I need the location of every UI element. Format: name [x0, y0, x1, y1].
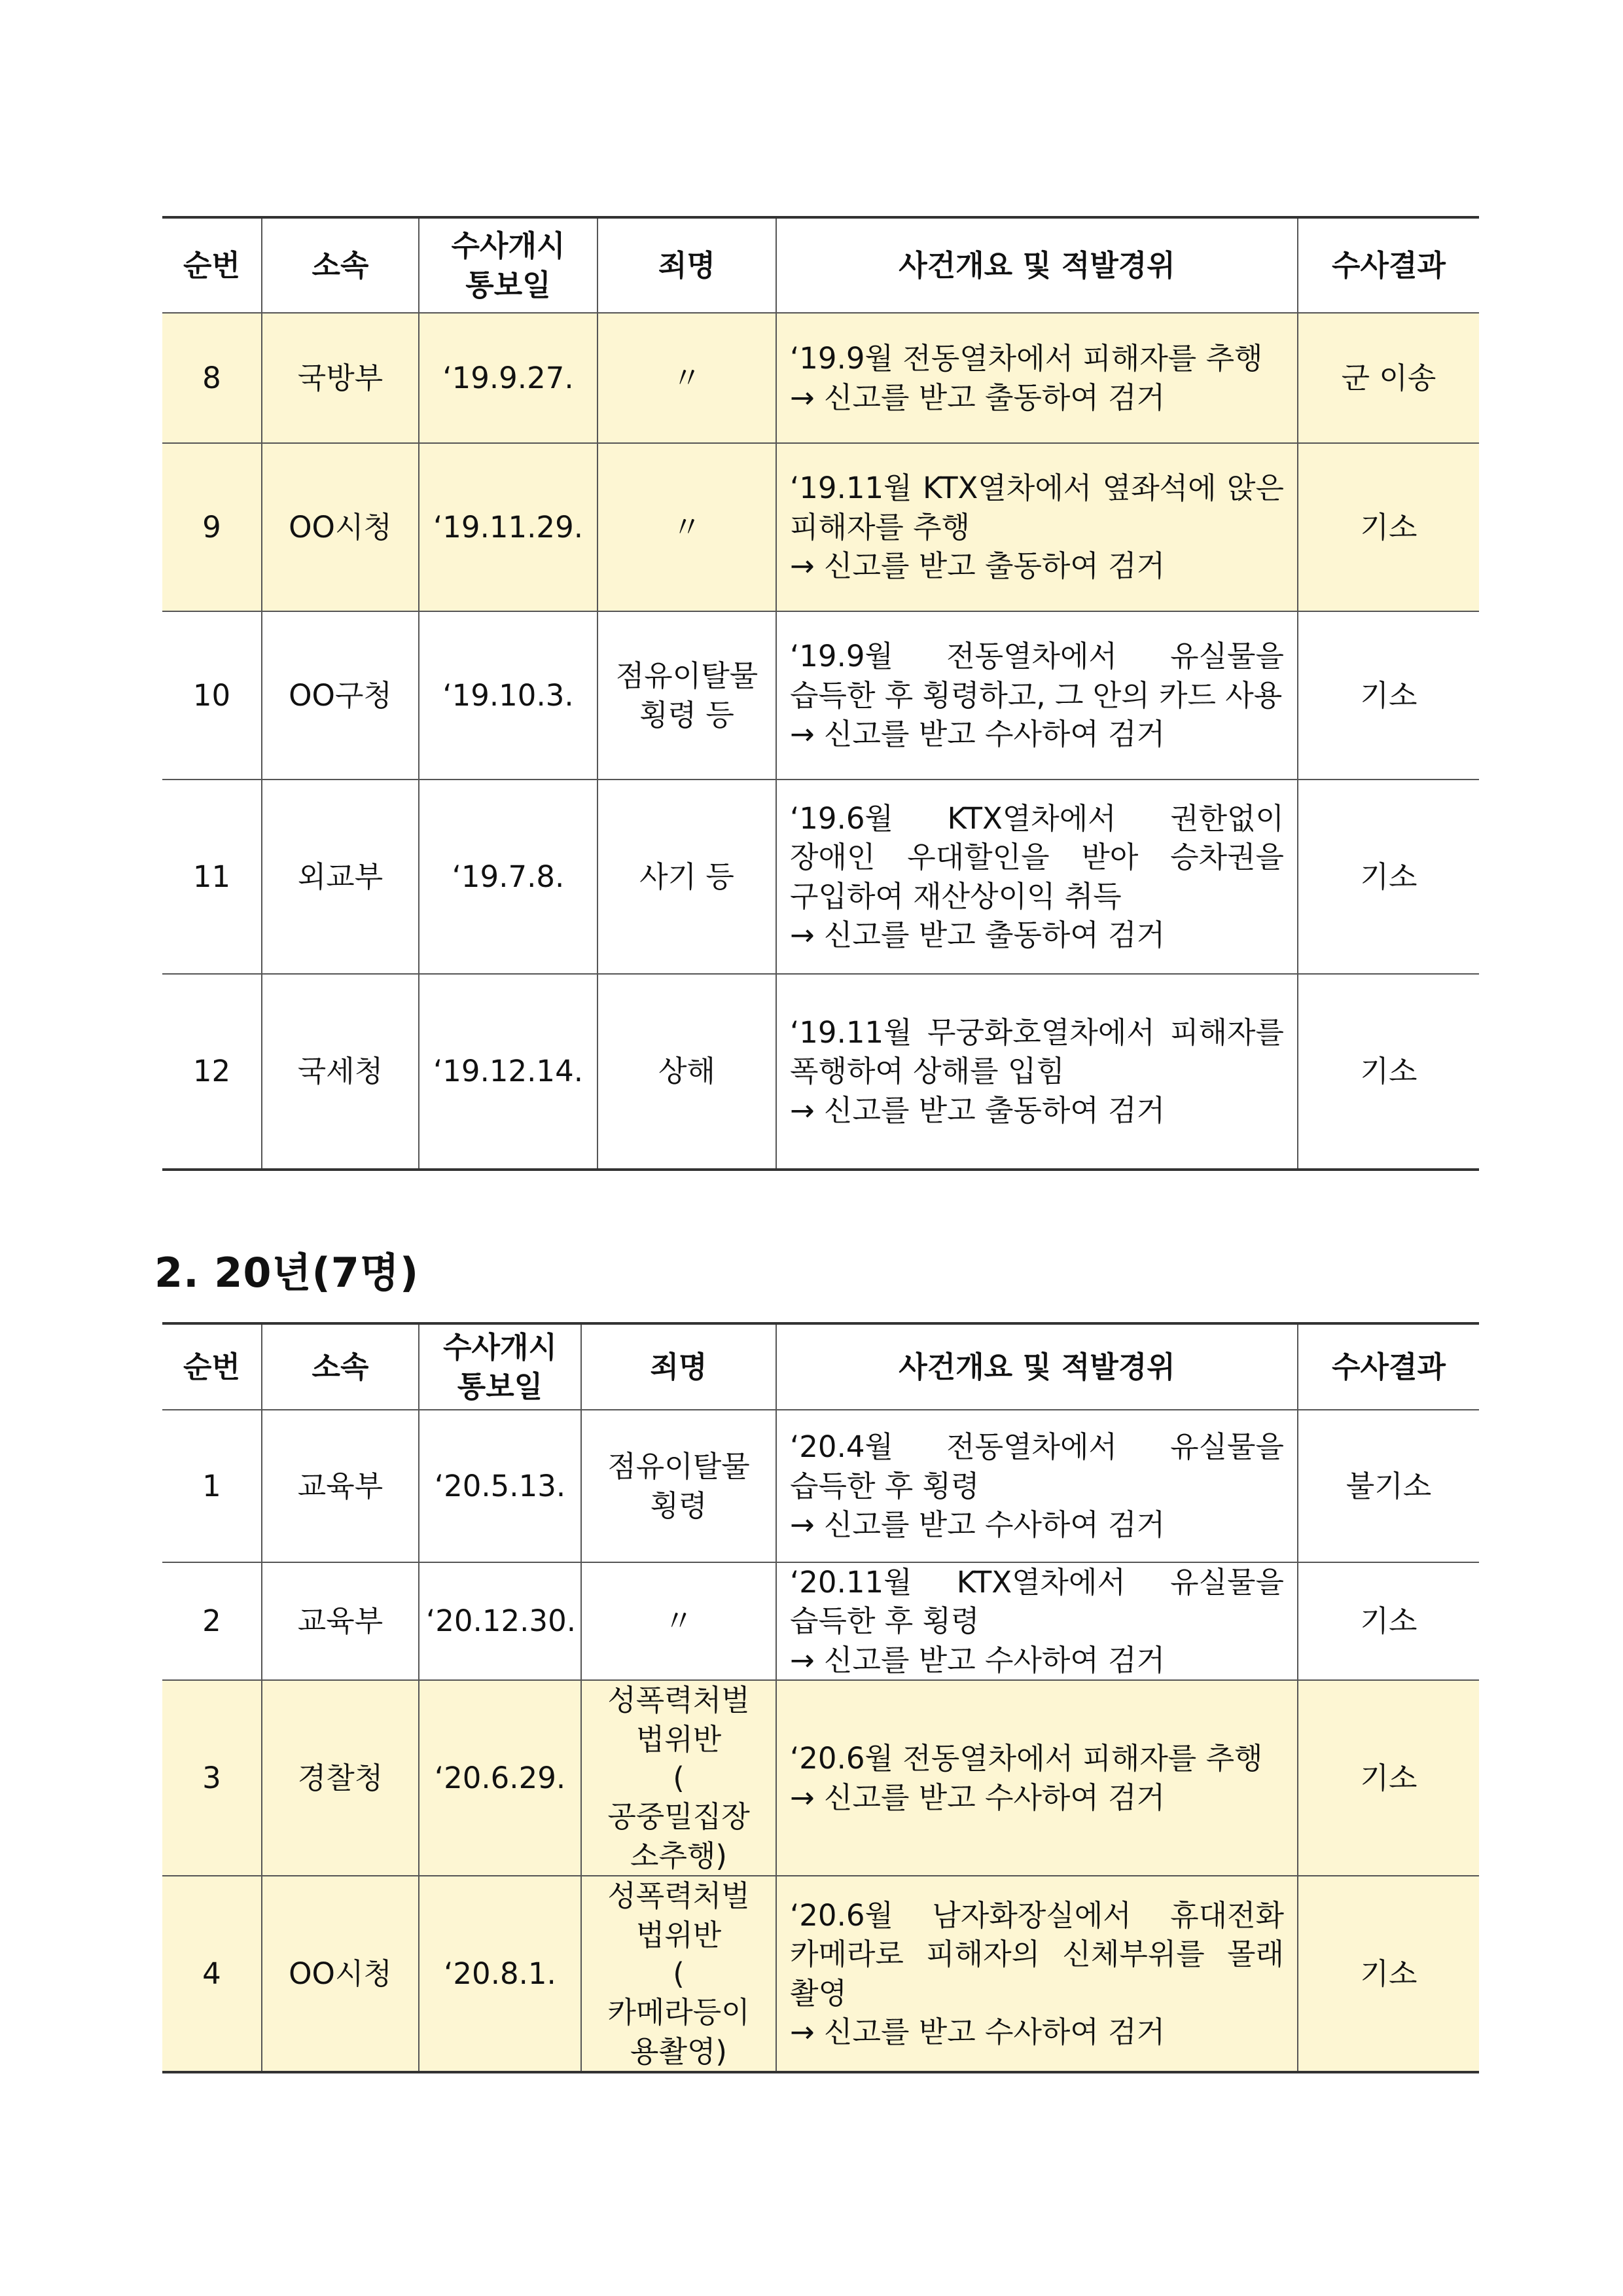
cell-crime-line: 〃: [671, 509, 702, 545]
cell-date: ‘20.6.29.: [419, 1680, 581, 1876]
cell-crime-line: 공중밀집장: [607, 1799, 750, 1835]
cell-crime: [581, 1680, 776, 1876]
cell-date: ‘20.12.30.: [419, 1562, 581, 1680]
col-header-no: 순번: [162, 1323, 262, 1410]
table-row: [162, 974, 1479, 1170]
cell-result: 기소: [1298, 1562, 1479, 1680]
cell-crime-line: 횡령 등: [639, 697, 734, 732]
col-header-no: 순번: [162, 217, 262, 313]
cell-crime: [581, 1562, 776, 1680]
cell-org: 국세청: [262, 974, 419, 1170]
cell-org: OO시청: [262, 1876, 419, 2072]
col-header-date: 수사개시 통보일: [419, 217, 597, 313]
cell-summary-line: → 신고를 받고 출동하여 검거: [790, 548, 1166, 584]
cell-date: ‘19.12.14.: [419, 974, 597, 1170]
cell-crime: [597, 780, 776, 974]
cell-summary-line: ‘19.11월 무궁화호열차에서 피해자를 폭행하여 상해를 입힘: [790, 1014, 1284, 1089]
cell-summary: [776, 313, 1298, 443]
cases-table-2020: [162, 1322, 1479, 2073]
cell-summary: [776, 1562, 1298, 1680]
cell-crime: [597, 974, 776, 1170]
table-row: [162, 611, 1479, 780]
cell-summary-line: ‘20.11월 KTX열차에서 유실물을 습득한 후 횡령: [790, 1565, 1284, 1639]
cell-crime-line: 카메라등이: [607, 1995, 750, 2030]
cell-summary-line: ‘20.4월 전동열차에서 유실물을 습득한 후 횡령: [790, 1429, 1284, 1503]
cell-result: 기소: [1298, 443, 1479, 611]
table-row: [162, 1562, 1479, 1680]
header-row: [162, 217, 1479, 313]
cell-summary-line: ‘19.9월 전동열차에서 유실물을 습득한 후 횡령하고, 그 안의 카드 사용: [790, 639, 1284, 713]
cell-summary: [776, 443, 1298, 611]
cell-org: 교육부: [262, 1410, 419, 1562]
col-header-date: 수사개시 통보일: [419, 1323, 581, 1410]
cell-crime-line: 법위반: [635, 1721, 722, 1757]
cell-summary: [776, 1876, 1298, 2072]
cell-crime-line: 소추행): [630, 1838, 727, 1873]
cell-no: 11: [162, 780, 262, 974]
cell-summary-line: → 신고를 받고 수사하여 검거: [790, 1642, 1166, 1677]
cell-org: 교육부: [262, 1562, 419, 1680]
cell-summary-line: → 신고를 받고 출동하여 검거: [790, 1092, 1166, 1128]
cell-result: 기소: [1298, 780, 1479, 974]
col-header-summary: 사건개요 및 적발경위: [776, 217, 1298, 313]
cell-crime-line: 성폭력처벌: [607, 1683, 750, 1718]
cell-summary-line: → 신고를 받고 수사하여 검거: [790, 1780, 1166, 1815]
col-header-crime: 죄명: [597, 217, 776, 313]
cell-crime-line: 법위반: [635, 1917, 722, 1952]
cell-summary-line: ‘20.6월 전동열차에서 피해자를 추행: [790, 1741, 1263, 1776]
cell-summary: [776, 974, 1298, 1170]
cell-org: 외교부: [262, 780, 419, 974]
table-row: [162, 1876, 1479, 2072]
col-header-result: 수사결과: [1298, 217, 1479, 313]
cell-crime-line: 성폭력처벌: [607, 1878, 750, 1914]
cell-date: ‘19.11.29.: [419, 443, 597, 611]
cell-crime-line: 〃: [664, 1604, 694, 1639]
cell-summary-line: → 신고를 받고 수사하여 검거: [790, 717, 1166, 752]
cell-crime: [581, 1876, 776, 2072]
cell-summary: [776, 780, 1298, 974]
cell-summary-line: ‘19.6월 KTX열차에서 권한없이 장애인 우대할인을 받아 승차권을 구입하여 재산상이익 취득: [790, 800, 1284, 914]
cell-summary: [776, 611, 1298, 780]
cell-crime-line: 용촬영): [630, 2034, 727, 2069]
table-row: [162, 780, 1479, 974]
cell-org: 경찰청: [262, 1680, 419, 1876]
col-header-summary: 사건개요 및 적발경위: [776, 1323, 1298, 1410]
cell-no: 9: [162, 443, 262, 611]
cell-no: 1: [162, 1410, 262, 1562]
cell-summary: [776, 1410, 1298, 1562]
col-header-org: 소속: [262, 1323, 419, 1410]
cell-summary-line: → 신고를 받고 출동하여 검거: [790, 917, 1166, 952]
col-header-crime: 죄명: [581, 1323, 776, 1410]
cell-crime: [597, 611, 776, 780]
cell-crime-line: 상해: [658, 1054, 715, 1089]
cell-crime-line: 점유이탈물: [607, 1449, 750, 1484]
cell-result: 기소: [1298, 1680, 1479, 1876]
cell-no: 8: [162, 313, 262, 443]
cell-crime-line: 횡령: [650, 1488, 707, 1523]
cell-org: 국방부: [262, 313, 419, 443]
cell-no: 12: [162, 974, 262, 1170]
cell-date: ‘19.9.27.: [419, 313, 597, 443]
cell-date: ‘20.5.13.: [419, 1410, 581, 1562]
table-row: [162, 1680, 1479, 1876]
cell-summary-line: ‘20.6월 남자화장실에서 휴대전화 카메라로 피해자의 신체부위를 몰래 촬영: [790, 1897, 1284, 2011]
cell-no: 4: [162, 1876, 262, 2072]
header-row: [162, 1323, 1479, 1410]
cell-date: ‘19.7.8.: [419, 780, 597, 974]
cell-org: OO시청: [262, 443, 419, 611]
cell-result: 기소: [1298, 1876, 1479, 2072]
cell-crime-line: 점유이탈물: [615, 658, 758, 694]
cell-summary-line: ‘19.11월 KTX열차에서 옆좌석에 앉은 피해자를 추행: [790, 471, 1284, 545]
cell-summary-line: → 신고를 받고 수사하여 검거: [790, 1507, 1166, 1543]
cell-summary-line: ‘19.9월 전동열차에서 피해자를 추행: [790, 341, 1263, 376]
cell-crime: [597, 313, 776, 443]
cell-summary: [776, 1680, 1298, 1876]
cell-date: ‘20.8.1.: [419, 1876, 581, 2072]
cell-no: 10: [162, 611, 262, 780]
cell-org: OO구청: [262, 611, 419, 780]
table-row: [162, 313, 1479, 443]
cell-result: 기소: [1298, 611, 1479, 780]
cell-summary-line: → 신고를 받고 출동하여 검거: [790, 380, 1166, 415]
col-header-result: 수사결과: [1298, 1323, 1479, 1410]
cell-crime-line: 사기 등: [639, 859, 734, 894]
section-heading: 2. 20년(7명): [154, 1249, 419, 1297]
cell-date: ‘19.10.3.: [419, 611, 597, 780]
cell-result: 군 이송: [1298, 313, 1479, 443]
cell-no: 2: [162, 1562, 262, 1680]
table-row: [162, 1410, 1479, 1562]
cell-no: 3: [162, 1680, 262, 1876]
cell-crime-line: 〃: [671, 360, 702, 395]
cell-result: 불기소: [1298, 1410, 1479, 1562]
cell-summary-line: → 신고를 받고 수사하여 검거: [790, 2014, 1166, 2049]
cell-result: 기소: [1298, 974, 1479, 1170]
table-row: [162, 443, 1479, 611]
col-header-org: 소속: [262, 217, 419, 313]
cases-table-2019: [162, 216, 1479, 1171]
cell-crime-line: (: [673, 1760, 685, 1795]
cell-crime-line: (: [673, 1956, 685, 1991]
cell-crime: [597, 443, 776, 611]
cell-crime: [581, 1410, 776, 1562]
